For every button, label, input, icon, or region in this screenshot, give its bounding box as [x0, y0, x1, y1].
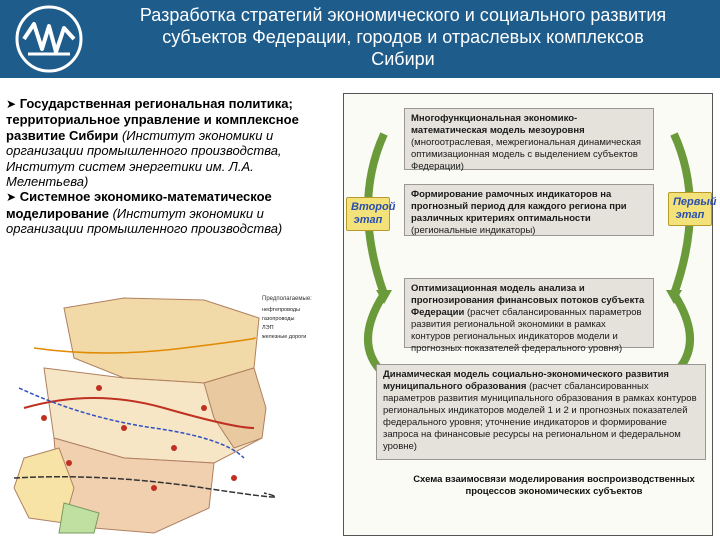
model-box-1-title: Многофункциональная экономико-математическая модель мезоуровня — [411, 113, 585, 136]
model-box-4-title: Динамическая модель социально-экономического развития муниципального образования — [383, 369, 669, 392]
model-box-2-title: Формирование рамочных индикаторов на прогнозный период для каждого региона при различных критериях оптимальности — [411, 189, 627, 224]
model-box-3 — [404, 278, 654, 354]
map-city-marker — [41, 415, 47, 421]
model-box-2 — [404, 184, 654, 236]
map-legend-title: Предполагаемые: — [262, 296, 312, 302]
page-title — [96, 4, 710, 70]
model-box-4 — [376, 364, 706, 460]
map-city-marker — [96, 385, 102, 391]
header-banner — [0, 0, 720, 78]
modeling-diagram — [343, 93, 717, 536]
legend-item-oil: нефтепроводы — [262, 307, 301, 313]
direction-1-institutes: (Институт экономики и организации промышленного производства, Институт систем энергетики им. Л.А. Мелентьева) — [6, 127, 282, 190]
legend-item-gas: газопроводы — [262, 316, 295, 322]
map-city-marker — [151, 485, 157, 491]
direction-1-title: Государственная региональная политика; территориальное управление и комплексное развитие Сибири — [6, 96, 299, 143]
map-city-marker — [231, 475, 237, 481]
model-box-2-desc: (региональные индикаторы) — [411, 225, 536, 236]
institute-logo-icon — [14, 4, 84, 74]
stage-right-label: Первый этап — [668, 192, 712, 226]
model-box-3-desc: (расчет сбалансированных параметров развития региональной экономики в рамках контуров региональных индикаторов модели и прогнозных показателей федерального уровня) — [411, 307, 642, 354]
model-box-3-title: Оптимизационная модель анализа и прогнозирования финансовых потоков субъекта Федерации — [411, 283, 645, 318]
map-legend — [262, 306, 334, 342]
legend-item-rail: железные дороги — [262, 334, 307, 340]
direction-2-institutes: (Институт экономики и организации промышленного производства) — [6, 205, 283, 237]
title-line-1: Разработка стратегий экономического и социального развития — [139, 5, 667, 25]
legend-item-power: ЛЭП — [262, 325, 274, 331]
model-box-4-desc: (расчет сбалансированных параметров развития муниципального образования в рамках контуров региональных индикаторов моделей 1 и 2 и прогнозных показателей федерального уровня; уточнение индикаторов и формирование запроса на финансовые ресурсы на региональном и федеральном уровне) — [383, 381, 697, 452]
title-line-3: Сибири — [371, 49, 435, 69]
model-box-1-desc: (многоотраслевая, межрегиональная динамическая оптимизационная модель с выделением субъектов Федерации) — [411, 137, 641, 172]
model-box-1 — [404, 108, 654, 170]
map-city-marker — [201, 405, 207, 411]
bullet-arrow-icon: ➤ — [6, 190, 17, 205]
map-city-marker — [66, 460, 72, 466]
map-city-marker — [171, 445, 177, 451]
stage-left-label: Второй этап — [346, 197, 390, 231]
research-directions-text — [6, 96, 336, 237]
direction-2-title: Системное экономико-математическое моделирование — [6, 189, 272, 221]
map-city-marker — [121, 425, 127, 431]
diagram-caption: Схема взаимосвязи моделирования воспроизводственных процессов экономических субъектов — [413, 474, 695, 497]
title-line-2: субъектов Федерации, городов и отраслевых комплексов — [162, 27, 644, 47]
bullet-arrow-icon: ➤ — [6, 97, 17, 111]
